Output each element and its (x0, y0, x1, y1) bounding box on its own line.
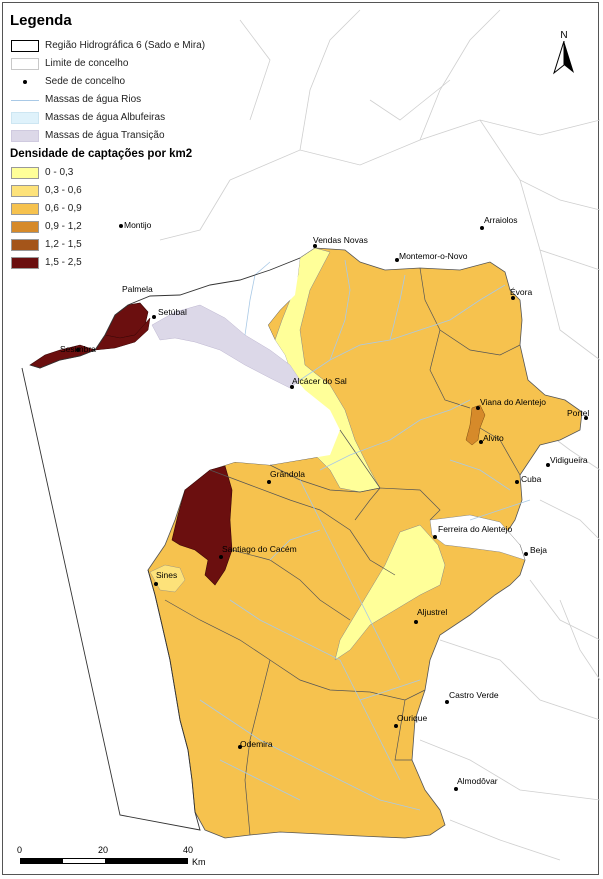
legend-item-sede (10, 74, 225, 92)
town-dot (445, 700, 449, 704)
town-label: Sines (156, 570, 178, 580)
town-label: Palmela (122, 284, 153, 294)
river-symbol (11, 94, 39, 106)
legend-title: Legenda (10, 12, 72, 29)
density-class (10, 237, 225, 255)
legend-label: Massas de água Rios (45, 94, 142, 105)
density-title: Densidade de captações por km2 (10, 148, 193, 160)
class-swatch (11, 221, 39, 233)
density-class (10, 255, 225, 273)
reservoir-symbol (11, 112, 39, 124)
town-label: Beja (530, 545, 548, 555)
legend-item-rios (10, 92, 225, 110)
north-arrow-icon (552, 41, 576, 75)
north-arrow (552, 30, 576, 80)
town-label: Évora (510, 287, 533, 297)
scale-seg (105, 859, 187, 863)
town-label: Viana do Alentejo (480, 397, 547, 407)
density-class (10, 165, 225, 183)
town-dot (414, 620, 418, 624)
town-label: Arraiolos (484, 215, 518, 225)
town-label: Sesimbra (60, 344, 96, 354)
legend-item-region (10, 38, 225, 56)
scale-tick-label: 40 (183, 845, 194, 855)
town-dot (433, 535, 437, 539)
legend-item-concelho (10, 56, 225, 74)
density-class (10, 219, 225, 237)
town-label: Montijo (124, 220, 152, 230)
density-class (10, 183, 225, 201)
legend-label: Massas de água Transição (45, 130, 165, 141)
legend-label: Massas de água Albufeiras (45, 112, 166, 123)
class-swatch (11, 203, 39, 215)
town-dot (515, 480, 519, 484)
town-label: Ferreira do Alentejo (438, 524, 513, 534)
class-swatch (11, 239, 39, 251)
class-label: 1,2 - 1,5 (45, 239, 82, 250)
town-label: Montemor-o-Novo (399, 251, 468, 261)
dot-symbol (11, 76, 39, 88)
density-class (10, 201, 225, 219)
town-dot (394, 724, 398, 728)
class-label: 0 - 0,3 (45, 167, 74, 178)
town-dot (152, 315, 156, 319)
town-label: Ourique (397, 713, 428, 723)
town-label: Aljustrel (417, 607, 448, 617)
scale-tick-label: 0 (17, 845, 23, 855)
town-dot (154, 582, 158, 586)
town-label: Cuba (521, 474, 542, 484)
transition-symbol (11, 130, 39, 142)
class-label: 0,9 - 1,2 (45, 221, 82, 232)
town-label: Alcácer do Sal (292, 376, 347, 386)
town-dot (480, 226, 484, 230)
town-label: Alvito (483, 433, 504, 443)
class-swatch (11, 257, 39, 269)
scale-tick-label: 20 (98, 845, 109, 855)
north-letter: N (560, 30, 568, 41)
town-dot (524, 552, 528, 556)
town-label: Setúbal (158, 307, 187, 317)
class-label: 0,6 - 0,9 (45, 203, 82, 214)
legend-label: Região Hidrográfica 6 (Sado e Mira) (45, 40, 206, 51)
town-label: Castro Verde (449, 690, 499, 700)
scale-seg (21, 859, 63, 863)
legend-label: Limite de concelho (45, 58, 129, 69)
town-label: Almodôvar (457, 776, 498, 786)
scale-unit: Km (192, 857, 206, 867)
town-dot (219, 555, 223, 559)
region-symbol (11, 40, 39, 52)
scale-bar (20, 858, 188, 864)
class-label: 1,5 - 2,5 (45, 257, 82, 268)
town-label: Santiago do Cacém (222, 544, 297, 554)
town-label: Odemira (240, 739, 273, 749)
town-dot (454, 787, 458, 791)
concelho-symbol (11, 58, 39, 70)
town-dot (119, 224, 123, 228)
legend-item-transicao (10, 128, 225, 146)
town-label: Vidigueira (550, 455, 588, 465)
town-label: Vendas Novas (313, 235, 368, 245)
town-label: Portel (567, 408, 590, 418)
class-swatch (11, 167, 39, 179)
class-swatch (11, 185, 39, 197)
class-label: 0,3 - 0,6 (45, 185, 82, 196)
legend-label: Sede de concelho (45, 76, 126, 87)
legend-item-albufeiras (10, 110, 225, 128)
town-label: Grândola (270, 469, 305, 479)
legend (10, 12, 225, 273)
town-dot (267, 480, 271, 484)
